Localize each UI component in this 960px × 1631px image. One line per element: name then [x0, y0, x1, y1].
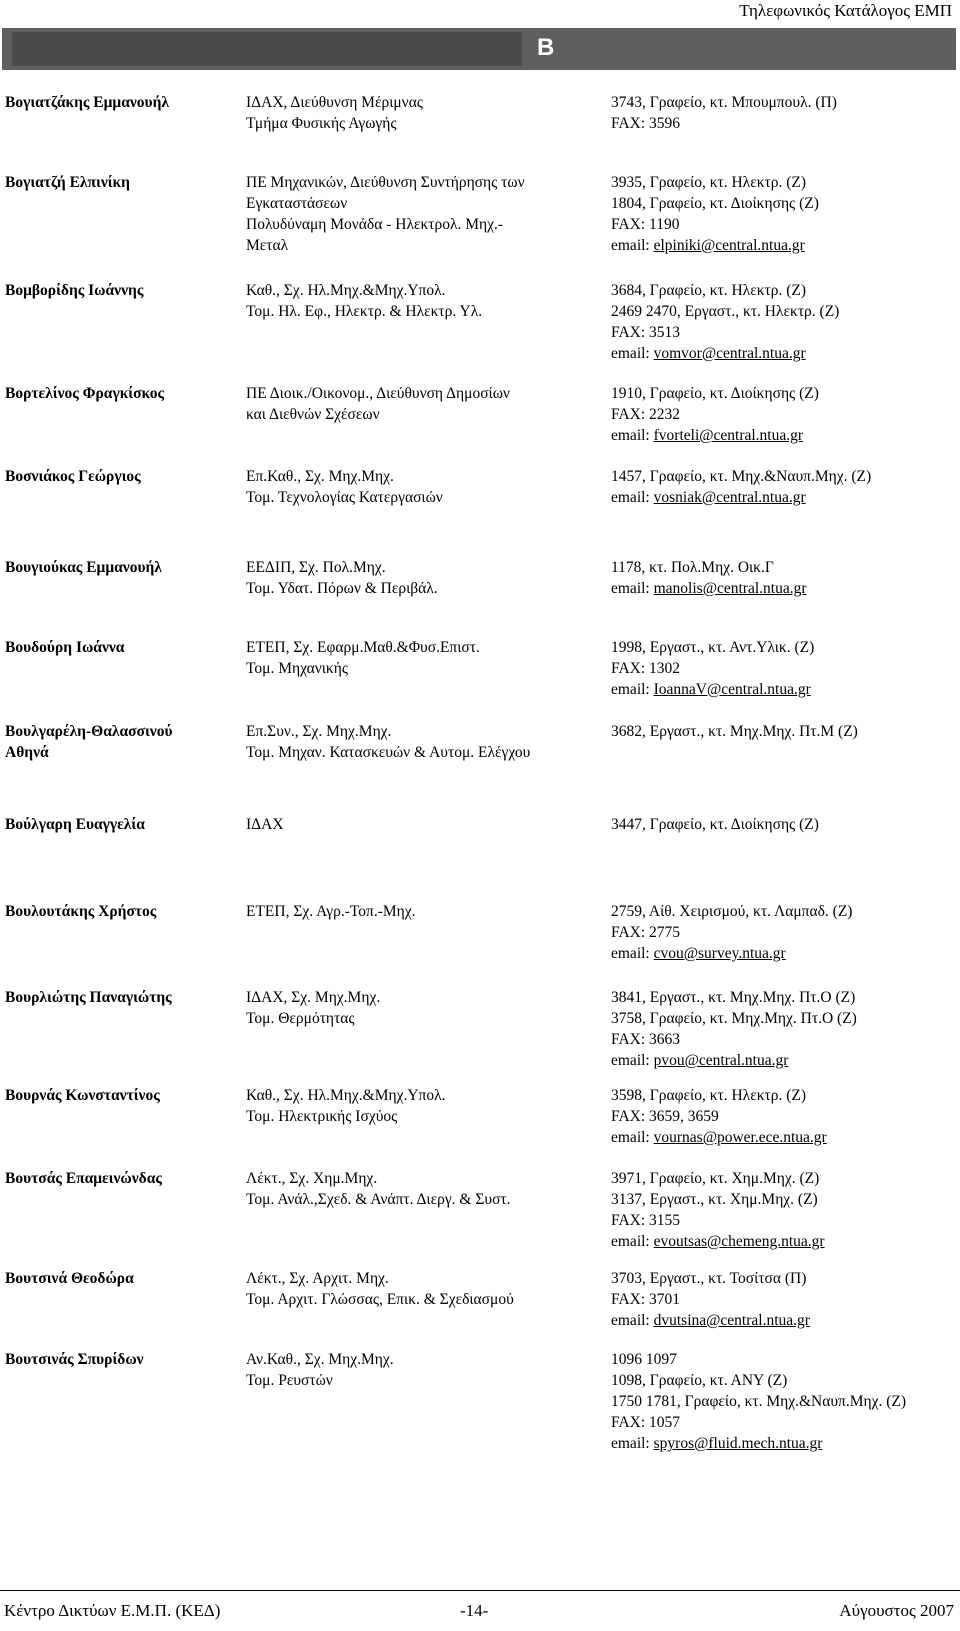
department-info: ΠΕ Διοικ./Οικονομ., Διεύθυνση Δημοσίων και Διεθνών Σχέσεων: [246, 385, 510, 423]
contact-info: [611, 92, 956, 134]
person-name: Βουτσινάς Σπυρίδων: [5, 1351, 144, 1368]
contact-line: FAX: 1057: [611, 1414, 681, 1431]
contact-line: FAX: 3513: [611, 324, 681, 341]
person-name: Βουρλιώτης Παναγιώτης: [5, 989, 172, 1006]
email-label: email:: [611, 681, 650, 698]
email-link[interactable]: vosniak@central.ntua.gr: [653, 489, 806, 506]
contact-info: [611, 1349, 956, 1454]
email-line: [611, 425, 956, 446]
email-link[interactable]: IoannaV@central.ntua.gr: [653, 681, 811, 698]
person-name: Βουτσινά Θεοδώρα: [5, 1270, 134, 1287]
email-line: [611, 487, 956, 508]
section-letter-band: [2, 28, 956, 70]
contact-info: [611, 172, 956, 256]
email-link[interactable]: vomvor@central.ntua.gr: [653, 345, 806, 362]
contact-line: 1910, Γραφείο, κτ. Διοίκησης (Ζ): [611, 385, 819, 402]
email-label: email:: [611, 1052, 650, 1069]
contact-line: 3598, Γραφείο, κτ. Ηλεκτρ. (Ζ): [611, 1087, 807, 1104]
email-label: email:: [611, 1435, 650, 1452]
contact-info: [611, 466, 956, 508]
page-footer: [0, 1590, 960, 1631]
email-link[interactable]: evoutsas@chemeng.ntua.gr: [653, 1233, 825, 1250]
contact-info: [611, 383, 956, 446]
email-line: [611, 1231, 956, 1252]
person-name: Βογιατζή Ελπινίκη: [5, 174, 130, 191]
contact-info: [611, 901, 956, 964]
person-name: Βουλουτάκης Χρήστος: [5, 903, 157, 920]
email-label: email:: [611, 945, 650, 962]
department-info: Επ.Καθ., Σχ. Μηχ.Μηχ. Τομ. Τεχνολογίας Κατεργασιών: [246, 468, 443, 506]
email-label: email:: [611, 345, 650, 362]
contact-info: [611, 721, 956, 742]
department-info: ΕΤΕΠ, Σχ. Αγρ.-Τοπ.-Μηχ.: [246, 903, 416, 920]
department-info: Λέκτ., Σχ. Αρχιτ. Μηχ. Τομ. Αρχιτ. Γλώσσας, Επικ. & Σχεδιασμού: [246, 1270, 514, 1308]
contact-line: 1750 1781, Γραφείο, κτ. Μηχ.&Ναυπ.Μηχ. (Ζ): [611, 1393, 907, 1410]
person-name: Βοσνιάκος Γεώργιος: [5, 468, 141, 485]
contact-info: [611, 1085, 956, 1148]
department-info: ΙΔΑΧ: [246, 816, 284, 833]
email-label: email:: [611, 1312, 650, 1329]
department-info: ΙΔΑΧ, Σχ. Μηχ.Μηχ. Τομ. Θερμότητας: [246, 989, 381, 1027]
section-letter: Β: [537, 34, 555, 61]
contact-line: 1098, Γραφείο, κτ. ΑΝΥ (Ζ): [611, 1372, 788, 1389]
email-line: [611, 235, 956, 256]
email-line: [611, 1050, 956, 1071]
email-label: email:: [611, 237, 650, 254]
email-label: email:: [611, 427, 650, 444]
email-link[interactable]: cvou@survey.ntua.gr: [653, 945, 786, 962]
contact-line: 3841, Εργαστ., κτ. Μηχ.Μηχ. Πτ.Ο (Ζ): [611, 989, 856, 1006]
contact-line: FAX: 2232: [611, 406, 681, 423]
department-info: Λέκτ., Σχ. Χημ.Μηχ. Τομ. Ανάλ.,Σχεδ. & Ανάπτ. Διεργ. & Συστ.: [246, 1170, 511, 1208]
email-link[interactable]: manolis@central.ntua.gr: [653, 580, 807, 597]
email-line: [611, 578, 956, 599]
email-line: [611, 1433, 956, 1454]
contact-line: 1096 1097: [611, 1351, 677, 1368]
email-line: [611, 1310, 956, 1331]
email-link[interactable]: elpiniki@central.ntua.gr: [653, 237, 805, 254]
contact-line: 1457, Γραφείο, κτ. Μηχ.&Ναυπ.Μηχ. (Ζ): [611, 468, 872, 485]
contact-info: [611, 1268, 956, 1331]
contact-line: FAX: 1302: [611, 660, 681, 677]
email-line: [611, 679, 956, 700]
person-name: Βομβορίδης Ιωάννης: [5, 282, 144, 299]
person-name: Βουτσάς Επαμεινώνδας: [5, 1170, 162, 1187]
email-label: email:: [611, 580, 650, 597]
contact-info: [611, 280, 956, 364]
contact-line: FAX: 2775: [611, 924, 681, 941]
email-line: [611, 343, 956, 364]
email-line: [611, 943, 956, 964]
contact-line: 3137, Εργαστ., κτ. Χημ.Μηχ. (Ζ): [611, 1191, 818, 1208]
department-info: ΠΕ Μηχανικών, Διεύθυνση Συντήρησης των Εγκαταστάσεων Πολυδύναμη Μονάδα - Ηλεκτρολ. Μηχ.- Μεταλ: [246, 174, 525, 254]
contact-line: 3682, Εργαστ., κτ. Μηχ.Μηχ. Πτ.Μ (Ζ): [611, 723, 858, 740]
contact-line: 3935, Γραφείο, κτ. Ηλεκτρ. (Ζ): [611, 174, 807, 191]
contact-line: FAX: 3659, 3659: [611, 1108, 719, 1125]
contact-info: [611, 637, 956, 700]
contact-line: 1178, κτ. Πολ.Μηχ. Οικ.Γ: [611, 559, 774, 576]
department-info: Καθ., Σχ. Ηλ.Μηχ.&Μηχ.Υπολ. Τομ. Ηλ. Εφ., Ηλεκτρ. & Ηλεκτρ. Υλ.: [246, 282, 483, 320]
footer-page-number: -14-: [460, 1601, 489, 1620]
page-title: Τηλεφωνικός Κατάλογος ΕΜΠ: [739, 1, 952, 20]
email-link[interactable]: vournas@power.ece.ntua.gr: [653, 1129, 827, 1146]
department-info: Επ.Συν., Σχ. Μηχ.Μηχ. Τομ. Μηχαν. Κατασκευών & Αυτομ. Ελέγχου: [246, 723, 531, 761]
page-header: [0, 0, 960, 24]
footer-organization: Κέντρο Δικτύων Ε.Μ.Π. (ΚΕΔ): [4, 1601, 221, 1620]
contact-line: 2759, Αίθ. Χειρισμού, κτ. Λαμπαδ. (Ζ): [611, 903, 853, 920]
section-band-shade: [12, 32, 522, 66]
person-name: Βουλγαρέλη-Θαλασσινού Αθηνά: [5, 723, 173, 761]
contact-line: FAX: 3663: [611, 1031, 681, 1048]
person-name: Βουδούρη Ιωάννα: [5, 639, 125, 656]
email-link[interactable]: dvutsina@central.ntua.gr: [653, 1312, 810, 1329]
department-info: ΕΤΕΠ, Σχ. Εφαρμ.Μαθ.&Φυσ.Επιστ. Τομ. Μηχανικής: [246, 639, 480, 677]
contact-line: 3684, Γραφείο, κτ. Ηλεκτρ. (Ζ): [611, 282, 807, 299]
contact-line: 1998, Εργαστ., κτ. Αντ.Υλικ. (Ζ): [611, 639, 815, 656]
contact-line: FAX: 3701: [611, 1291, 681, 1308]
department-info: Καθ., Σχ. Ηλ.Μηχ.&Μηχ.Υπολ. Τομ. Ηλεκτρικής Ισχύος: [246, 1087, 446, 1125]
email-label: email:: [611, 1233, 650, 1250]
contact-line: 3743, Γραφείο, κτ. Μπουμπουλ. (Π): [611, 94, 837, 111]
email-link[interactable]: spyros@fluid.mech.ntua.gr: [653, 1435, 823, 1452]
email-line: [611, 1127, 956, 1148]
contact-line: 3703, Εργαστ., κτ. Τοσίτσα (Π): [611, 1270, 807, 1287]
email-label: email:: [611, 1129, 650, 1146]
contact-line: 3447, Γραφείο, κτ. Διοίκησης (Ζ): [611, 816, 819, 833]
email-label: email:: [611, 489, 650, 506]
department-info: Αν.Καθ., Σχ. Μηχ.Μηχ. Τομ. Ρευστών: [246, 1351, 394, 1389]
department-info: ΕΕΔΙΠ, Σχ. Πολ.Μηχ. Τομ. Υδατ. Πόρων & Περιβάλ.: [246, 559, 438, 597]
contact-line: FAX: 3596: [611, 115, 681, 132]
contact-line: 3971, Γραφείο, κτ. Χημ.Μηχ. (Ζ): [611, 1170, 820, 1187]
contact-line: 1804, Γραφείο, κτ. Διοίκησης (Ζ): [611, 195, 819, 212]
person-name: Βορτελίνος Φραγκίσκος: [5, 385, 164, 402]
person-name: Βουγιούκας Εμμανουήλ: [5, 559, 162, 576]
department-info: ΙΔΑΧ, Διεύθυνση Μέριμνας Τμήμα Φυσικής Αγωγής: [246, 94, 423, 132]
contact-info: [611, 987, 956, 1071]
contact-line: 2469 2470, Εργαστ., κτ. Ηλεκτρ. (Ζ): [611, 303, 840, 320]
contact-line: FAX: 1190: [611, 216, 680, 233]
contact-info: [611, 814, 956, 835]
contact-line: FAX: 3155: [611, 1212, 681, 1229]
person-name: Βούλγαρη Ευαγγελία: [5, 816, 145, 833]
person-name: Βουρνάς Κωνσταντίνος: [5, 1087, 160, 1104]
footer-date: Αύγουστος 2007: [839, 1601, 954, 1620]
email-link[interactable]: fvorteli@central.ntua.gr: [653, 427, 804, 444]
contact-info: [611, 557, 956, 599]
person-name: Βογιατζάκης Εμμανουήλ: [5, 94, 169, 111]
email-link[interactable]: pvou@central.ntua.gr: [653, 1052, 789, 1069]
contact-info: [611, 1168, 956, 1252]
contact-line: 3758, Γραφείο, κτ. Μηχ.Μηχ. Πτ.Ο (Ζ): [611, 1010, 857, 1027]
